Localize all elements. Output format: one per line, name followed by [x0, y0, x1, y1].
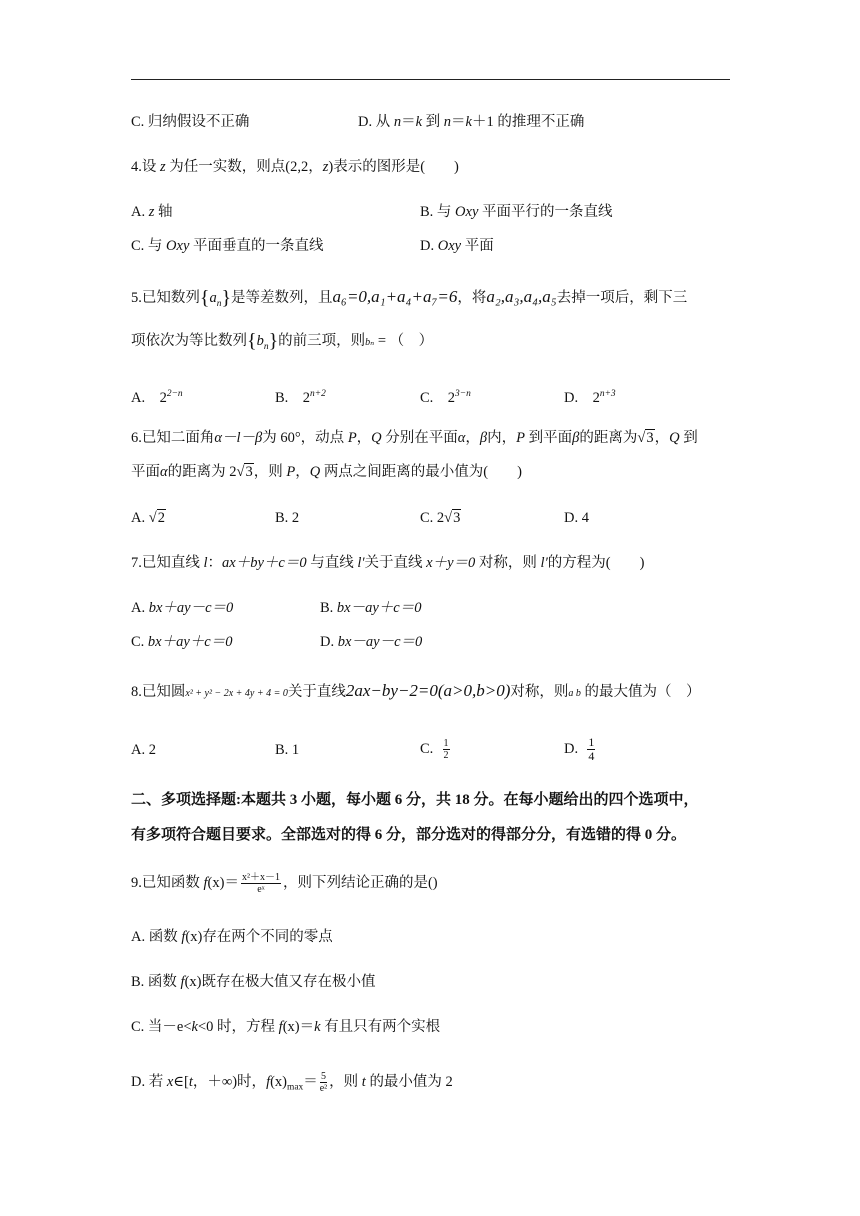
- q5-option-c: C. $2^{3-n}$: [420, 389, 471, 406]
- q4-stem: 4.设 z 为任一实数，则点(2,2，z)表示的图形是( ): [131, 159, 459, 175]
- q5-option-b: B. $2^{n+2}$: [275, 389, 326, 406]
- q8-option-b: B. 1: [275, 742, 300, 758]
- q5-stem-line2: 项依次为等比数列$\{b_n\}$的前三项，则bₙ = （ ）: [131, 330, 434, 352]
- header-rule: [131, 79, 730, 80]
- q5-option-d: D. $2^{n+3}$: [564, 389, 616, 406]
- q6-option-b: B. 2: [275, 510, 300, 526]
- q7-stem: 7.已知直线 l：ax＋by＋c＝0 与直线 l′关于直线 x＋y＝0 对称，则 l′的方程为( ): [131, 555, 645, 571]
- q7-option-c: C. bx＋ay＋c＝0: [131, 634, 233, 650]
- q8-option-a: A. 2: [131, 742, 156, 758]
- section2-heading-line1: 二、多项选择题:本题共 3 小题，每小题 6 分，共 18 分。在每小题给出的四个选项中，: [131, 792, 699, 808]
- q7-option-a: A. bx＋ay－c＝0: [131, 600, 234, 616]
- q7-option-d: D. bx－ay－c＝0: [320, 634, 423, 650]
- q7-option-b: B. bx－ay＋c＝0: [320, 600, 422, 616]
- q9-option-d: D. 若 x∈[t，＋∞)时，$f(x)_{max}=$ $\frac{5}{\text{e²}}$ ，则 t 的最小值为 2: [131, 1071, 453, 1094]
- q4-option-d: D. Oxy 平面: [420, 238, 494, 254]
- q4-option-b: B. 与 Oxy 平面平行的一条直线: [420, 204, 613, 220]
- q9-option-a: A. 函数 f(x)存在两个不同的零点: [131, 929, 333, 945]
- q9-stem: 9.已知函数 f(x)＝ $\frac{\text{x²＋x－1}}{\text{eˣ}}$ ，则下列结论正确的是(): [131, 872, 438, 895]
- q6-stem-line2: 平面α的距离为 2√3，则 P，Q 两点之间距离的最小值为( ): [131, 464, 522, 480]
- q6-option-a: A. √2: [131, 510, 165, 526]
- q5-option-a: A. $2^{2-n}$: [131, 389, 183, 406]
- q8-option-d: D. $\frac{1}{4}$: [564, 735, 595, 763]
- q5-stem-line1: 5.已知数列$\{a_n\}$是等差数列，且a₆=0,a₁+a₄+a₇=6，将a₂,a₃,a₄,a₅去掉一项后，剩下三: [131, 287, 688, 309]
- q8-stem: 8.已知圆x² + y² − 2x + 4y + 4 = 0关于直线2ax−by−2=0(a>0,b>0)对称，则a b 的最大值为（ ）: [131, 681, 701, 700]
- q4-option-a: A. z 轴: [131, 204, 173, 220]
- q6-option-c: C. 2√3: [420, 510, 461, 526]
- q4-option-c: C. 与 Oxy 平面垂直的一条直线: [131, 238, 324, 254]
- q9-option-b: B. 函数 f(x)既存在极大值又存在极小值: [131, 974, 376, 990]
- q9-option-c: C. 当－e<k<0 时，方程 f(x)＝k 有且只有两个实根: [131, 1019, 441, 1035]
- q3-option-d: D. 从 n＝k 到 n＝k＋1 的推理不正确: [358, 114, 585, 130]
- q3-option-c: C. 归纳假设不正确: [131, 114, 250, 130]
- q6-option-d: D. 4: [564, 510, 589, 526]
- q8-option-c: C. $\frac{1}{2}$: [420, 738, 449, 761]
- q6-stem-line1: 6.已知二面角α－l－β为 60°，动点 P，Q 分别在平面α，β内，P 到平面β的距离为√3，Q 到: [131, 430, 698, 446]
- section2-heading-line2: 有多项符合题目要求。全部选对的得 6 分，部分选对的得部分分，有选错的得 0 分。: [131, 827, 687, 843]
